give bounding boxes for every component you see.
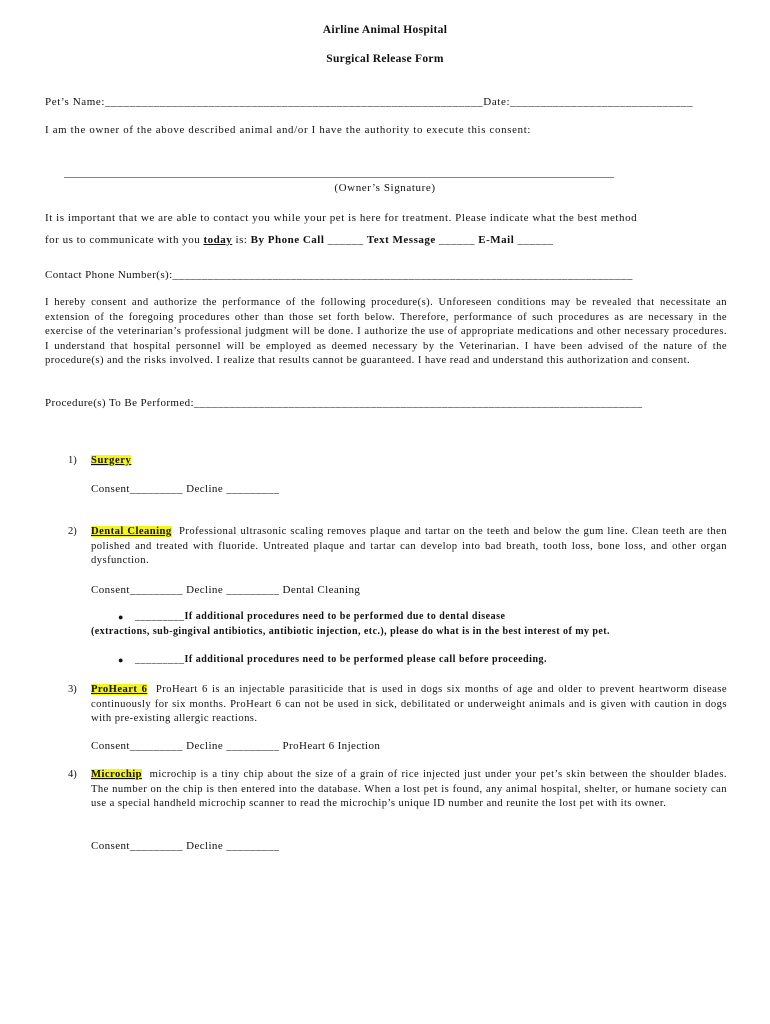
procedure-name: Dental Cleaning	[91, 526, 172, 537]
procedure-surgery-title	[91, 455, 131, 466]
procedure-description: ProHeart 6 is an injectable parasiticide that is used in dogs six months of age and older to prevent heartworm disease continuously for six months. ProHeart 6 can not be used in sick, debilitated or underweight animals and is given with caution in dogs with pre-existing allergic reactions.	[91, 684, 727, 725]
date-label: Date:	[483, 96, 511, 108]
bullet-icon: ●	[118, 612, 124, 622]
email-label: E-Mail	[478, 234, 515, 246]
text-message-field[interactable]: ______	[439, 234, 475, 246]
phone-call-label: By Phone Call	[250, 234, 325, 246]
procedure-number: 1)	[68, 455, 77, 466]
procedure-proheart-block	[91, 683, 727, 727]
option-text: If additional procedures need to be performed due to dental disease	[184, 611, 506, 622]
pet-name-label: Pet’s Name:	[45, 96, 106, 108]
procedure-name: Microchip	[91, 769, 142, 780]
dental-option-2	[135, 654, 547, 665]
date-field[interactable]: ______________________________	[510, 96, 694, 108]
option-blank[interactable]: _________	[135, 611, 185, 622]
procedure-number: 2)	[68, 526, 77, 537]
contact-phone-label: Contact Phone Number(s):	[45, 269, 173, 281]
procedures-field[interactable]: ____________________________________________________________________________	[194, 397, 643, 409]
text-message-label: Text Message	[366, 234, 436, 246]
signature-label: (Owner’s Signature)	[334, 182, 436, 194]
procedure-name: ProHeart 6	[91, 684, 148, 695]
surgery-consent-line[interactable]: Consent_________ Decline _________	[91, 483, 280, 495]
contact-methods-row	[45, 234, 554, 246]
dental-option-1-line2: (extractions, sub-gingival antibiotics, antibiotic injection, etc.), please do what is in the best interest of my pet.	[91, 626, 610, 637]
contact-instructions: It is important that we are able to contact you while your pet is here for treatment. Please indicate what the best method	[45, 212, 638, 224]
contact-phone-row	[45, 269, 633, 281]
contact-phone-field[interactable]: ______________________________________________________________________________	[172, 269, 633, 281]
phone-call-field[interactable]: ______	[327, 234, 364, 246]
procedure-number: 4)	[68, 769, 77, 780]
microchip-consent-line[interactable]: Consent_________ Decline _________	[91, 840, 280, 852]
form-title: Surgical Release Form	[326, 53, 444, 65]
procedure-description: microchip is a tiny chip about the size of a grain of rice injected just under your pet’s skin between the shoulder blades. The number on the chip is then entered into the database. When a lost pet is found, any animal hospital, shelter, or humane society can use a special handheld microchip scanner to read the microchip’s unique ID number and reunite the lost pet with its owner.	[91, 769, 727, 810]
option-blank[interactable]: _________	[135, 654, 185, 665]
procedure-microchip-block	[91, 768, 727, 812]
procedures-label: Procedure(s) To Be Performed:	[45, 397, 195, 409]
proheart-consent-line[interactable]: Consent_________ Decline _________ ProHeart 6 Injection	[91, 740, 381, 752]
signature-line[interactable]: ____________________________________________________________________________________________________	[64, 167, 614, 179]
contact-methods-prefix: for us to communicate with you	[45, 234, 201, 246]
procedure-name: Surgery	[91, 455, 132, 466]
dental-option-1-line1	[135, 611, 505, 622]
is-label: is:	[235, 234, 248, 246]
pet-name-field[interactable]: ______________________________________________________________	[105, 96, 484, 108]
procedure-description: Professional ultrasonic scaling removes plaque and tartar on the teeth and below the gum line. Clean teeth are then polished and treated with fluoride. Untreated plaque and tartar can develop into bad breath, tooth loss, bone loss, and other organ dysfunction.	[91, 526, 727, 567]
bullet-icon: ●	[118, 655, 124, 665]
hospital-name: Airline Animal Hospital	[322, 24, 448, 36]
pet-name-row	[45, 96, 693, 108]
procedures-row	[45, 397, 642, 409]
procedure-dental-block	[91, 525, 727, 569]
authorization-paragraph: I hereby consent and authorize the performance of the following procedure(s). Unforeseen conditions may be revealed that necessitate an extension of the foregoing procedures other than those set forth below. Therefore, performance of such procedures as are necessary in the exercise of the veterinarian’s professional judgment will be done. I authorize the use of appropriate medications and other necessary procedures. I understand that hospital personnel will be employed as deemed necessary by the Veterinarian. I have been advised of the nature of the procedure(s) and the risks involved. I realize that results cannot be guaranteed. I have read and understand this authorization and consent.	[45, 297, 727, 367]
procedure-number: 3)	[68, 684, 77, 695]
owner-statement: I am the owner of the above described animal and/or I have the authority to execute this consent:	[45, 124, 532, 136]
email-field[interactable]: ______	[517, 234, 554, 246]
today-label: today	[203, 234, 233, 246]
dental-consent-line[interactable]: Consent_________ Decline _________ Dental Cleaning	[91, 584, 361, 596]
option-text: If additional procedures need to be performed please call before proceeding.	[184, 654, 548, 665]
